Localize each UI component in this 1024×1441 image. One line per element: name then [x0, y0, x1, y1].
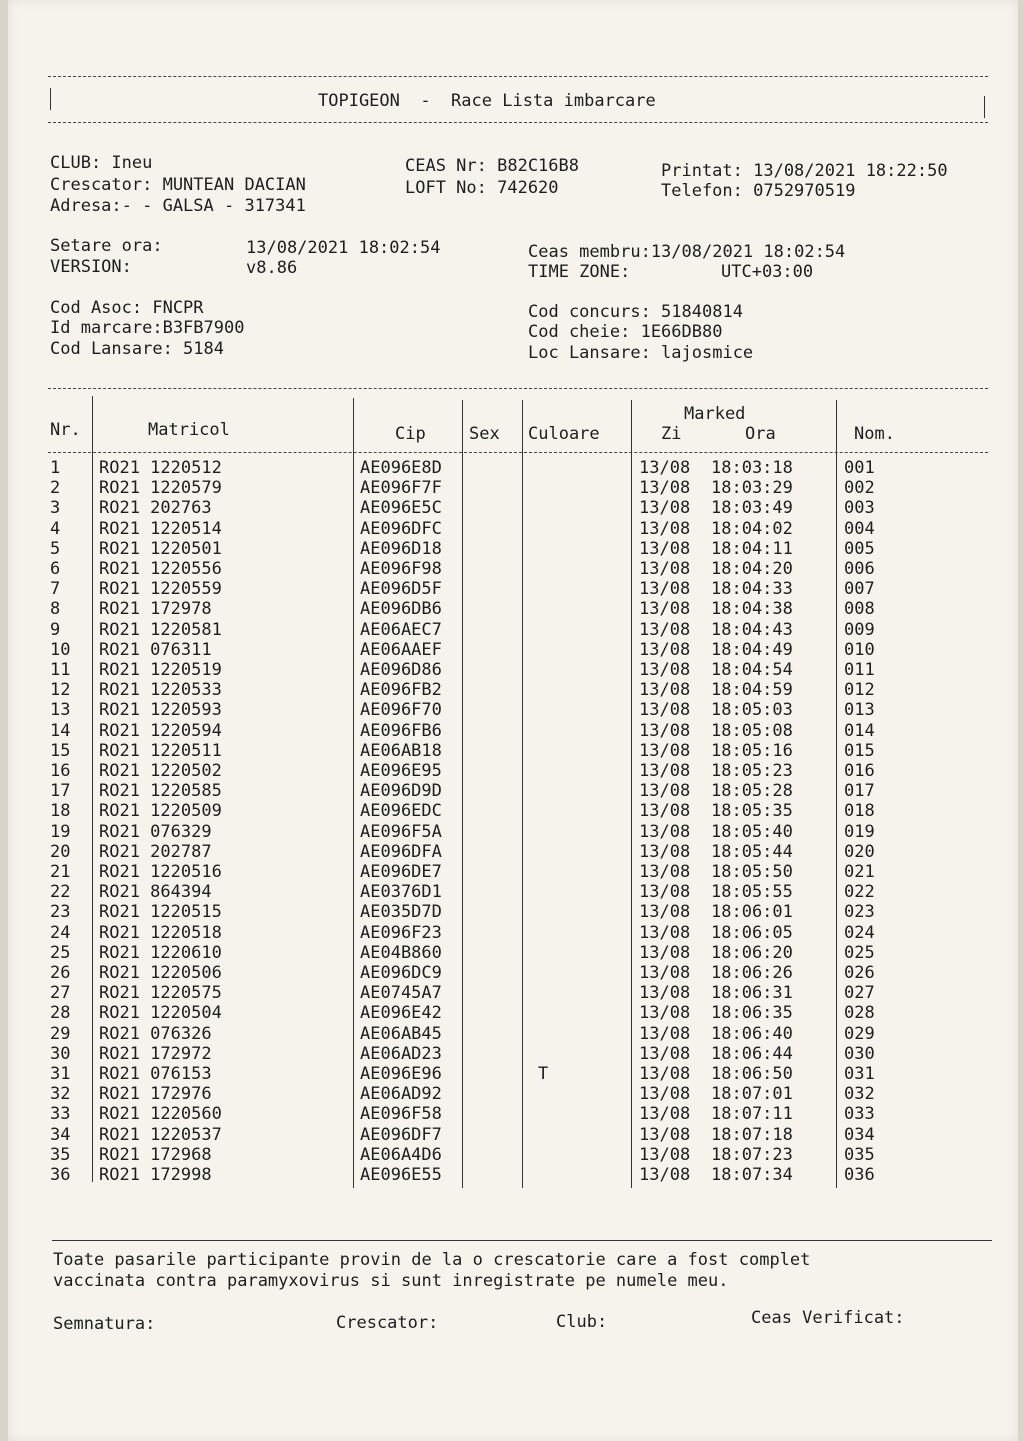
- row-cip: AE096E95: [360, 761, 442, 781]
- row-nr: 18: [50, 801, 71, 822]
- loft-no-line: LOFT No: 742620: [405, 178, 559, 198]
- header-nr: Nr.: [50, 420, 81, 440]
- row-marked-ora: 18:06:31: [711, 983, 793, 1004]
- header-nom: Nom.: [854, 424, 895, 444]
- row-nom: 010: [844, 639, 875, 660]
- row-nr: 11: [50, 660, 71, 680]
- row-nom: 002: [844, 478, 875, 499]
- row-marked-zi: 13/08: [639, 761, 691, 781]
- row-cip: AE04B860: [360, 942, 442, 963]
- row-matricol: RO21 1220556: [99, 559, 222, 579]
- row-nom: 034: [844, 1124, 875, 1145]
- row-nom: 016: [844, 761, 875, 781]
- row-matricol: RO21 172972: [99, 1043, 212, 1064]
- table-row: [8, 1165, 1018, 1185]
- row-marked-zi: 13/08: [639, 841, 691, 862]
- row-nr: 1: [50, 458, 61, 478]
- row-matricol: RO21 076329: [99, 821, 212, 842]
- row-matricol: RO21 1220519: [99, 660, 222, 680]
- row-nr: 21: [50, 862, 71, 882]
- row-nom: 011: [844, 660, 875, 680]
- row-cip: AE06AB45: [360, 1023, 442, 1044]
- row-marked-ora: 18:06:40: [711, 1023, 793, 1044]
- table-row: [8, 761, 1018, 781]
- row-nom: 024: [844, 922, 875, 943]
- row-marked-ora: 18:07:18: [711, 1124, 793, 1145]
- row-matricol: RO21 1220515: [99, 902, 222, 923]
- row-marked-zi: 13/08: [639, 1043, 691, 1064]
- row-marked-zi: 13/08: [639, 801, 691, 822]
- row-nr: 31: [50, 1064, 71, 1084]
- row-nr: 5: [50, 538, 61, 559]
- row-marked-zi: 13/08: [639, 579, 691, 600]
- breeder-signature-label: Crescator:: [336, 1313, 439, 1333]
- row-marked-ora: 18:05:35: [711, 801, 793, 822]
- table-row: [8, 801, 1018, 821]
- document-title: TOPIGEON - Race Lista imbarcare: [318, 91, 656, 111]
- row-matricol: RO21 202763: [99, 498, 212, 519]
- table-header-bottom-rule: [48, 452, 988, 453]
- clock-verified-label: Ceas Verificat:: [751, 1308, 905, 1328]
- table-row: [8, 862, 1018, 882]
- row-matricol: RO21 172978: [99, 599, 212, 620]
- footer-rule: [52, 1240, 992, 1241]
- row-matricol: RO21 1220516: [99, 862, 222, 882]
- row-nom: 019: [844, 821, 875, 842]
- row-nr: 13: [50, 700, 71, 721]
- row-marked-ora: 18:04:11: [711, 538, 793, 559]
- row-marked-ora: 18:06:26: [711, 963, 793, 983]
- table-row: [8, 579, 1018, 599]
- row-matricol: RO21 1220514: [99, 518, 222, 539]
- row-marked-ora: 18:03:29: [711, 478, 793, 499]
- row-nr: 10: [50, 639, 71, 660]
- vaccination-statement-line-2: vaccinata contra paramyxovirus si sunt inregistrate pe numele meu.: [53, 1271, 729, 1291]
- row-marked-zi: 13/08: [639, 478, 691, 499]
- table-row: [8, 741, 1018, 761]
- row-cip: AE096DB6: [360, 599, 442, 620]
- header-zi: Zi: [661, 424, 682, 444]
- table-row: [8, 1084, 1018, 1104]
- row-matricol: RO21 1220560: [99, 1104, 222, 1125]
- row-marked-ora: 18:05:28: [711, 781, 793, 802]
- row-marked-ora: 18:06:35: [711, 1003, 793, 1024]
- row-nr: 14: [50, 720, 71, 741]
- row-cip: AE096E42: [360, 1003, 442, 1024]
- row-nom: 008: [844, 599, 875, 620]
- row-nom: 009: [844, 619, 875, 640]
- table-row: [8, 983, 1018, 1003]
- row-nr: 30: [50, 1043, 71, 1064]
- row-nom: 005: [844, 538, 875, 559]
- row-marked-ora: 18:06:05: [711, 922, 793, 943]
- table-row: [8, 882, 1018, 902]
- row-nom: 035: [844, 1144, 875, 1165]
- row-cip: AE096D86: [360, 660, 442, 680]
- row-nom: 030: [844, 1043, 875, 1064]
- row-matricol: RO21 202787: [99, 841, 212, 862]
- table-row: [8, 559, 1018, 579]
- club-line: CLUB: Ineu: [50, 153, 153, 173]
- row-matricol: RO21 076311: [99, 639, 212, 660]
- row-cip: AE06AD92: [360, 1084, 442, 1105]
- row-nr: 15: [50, 740, 71, 761]
- row-nom: 004: [844, 518, 875, 539]
- row-cip: AE035D7D: [360, 902, 442, 923]
- header-matricol: Matricol: [148, 420, 230, 440]
- row-marked-zi: 13/08: [639, 740, 691, 761]
- row-cip: AE06AD23: [360, 1043, 442, 1064]
- row-nom: 033: [844, 1104, 875, 1125]
- row-nom: 028: [844, 1003, 875, 1024]
- row-marked-ora: 18:04:02: [711, 518, 793, 539]
- title-box-left-border: [50, 88, 51, 110]
- row-nom: 003: [844, 498, 875, 519]
- header-sex: Sex: [469, 424, 500, 444]
- row-nr: 2: [50, 478, 61, 499]
- title-box-right-border: [984, 96, 985, 118]
- row-cip: AE096D5F: [360, 579, 442, 600]
- row-marked-zi: 13/08: [639, 1165, 691, 1185]
- row-cip: AE06AEC7: [360, 619, 442, 640]
- row-cip: AE096E5C: [360, 498, 442, 519]
- row-marked-ora: 18:04:54: [711, 660, 793, 680]
- row-matricol: RO21 1220594: [99, 720, 222, 741]
- table-row: [8, 1104, 1018, 1124]
- row-nr: 35: [50, 1144, 71, 1165]
- row-matricol: RO21 172976: [99, 1084, 212, 1105]
- row-marked-zi: 13/08: [639, 639, 691, 660]
- row-marked-zi: 13/08: [639, 680, 691, 701]
- table-row: [8, 943, 1018, 963]
- row-nom: 021: [844, 862, 875, 882]
- row-nr: 25: [50, 942, 71, 963]
- row-nr: 17: [50, 781, 71, 802]
- table-row: [8, 781, 1018, 801]
- row-marked-ora: 18:04:33: [711, 579, 793, 600]
- row-cip: AE06A4D6: [360, 1144, 442, 1165]
- row-marked-ora: 18:04:43: [711, 619, 793, 640]
- row-nr: 20: [50, 841, 71, 862]
- row-cip: AE096DFC: [360, 518, 442, 539]
- row-marked-zi: 13/08: [639, 781, 691, 802]
- ceas-membru-line: Ceas membru:13/08/2021 18:02:54: [528, 242, 846, 262]
- row-marked-ora: 18:05:08: [711, 720, 793, 741]
- row-marked-zi: 13/08: [639, 882, 691, 903]
- row-nom: 015: [844, 740, 875, 761]
- header-cip: Cip: [395, 424, 426, 444]
- row-marked-zi: 13/08: [639, 660, 691, 680]
- table-row: [8, 620, 1018, 640]
- cod-lansare-line: Cod Lansare: 5184: [50, 339, 224, 359]
- row-matricol: RO21 172998: [99, 1165, 212, 1185]
- row-marked-zi: 13/08: [639, 1064, 691, 1084]
- row-nr: 36: [50, 1165, 71, 1185]
- row-nom: 006: [844, 559, 875, 579]
- row-marked-zi: 13/08: [639, 821, 691, 842]
- row-marked-zi: 13/08: [639, 458, 691, 478]
- table-row: [8, 700, 1018, 720]
- row-nom: 023: [844, 902, 875, 923]
- row-marked-zi: 13/08: [639, 1124, 691, 1145]
- loc-lansare-line: Loc Lansare: lajosmice: [528, 343, 754, 363]
- row-marked-zi: 13/08: [639, 1084, 691, 1105]
- row-matricol: RO21 1220518: [99, 922, 222, 943]
- row-nom: 020: [844, 841, 875, 862]
- cod-asoc-line: Cod Asoc: FNCPR: [50, 298, 204, 318]
- title-box-top-border: [48, 76, 988, 77]
- row-nom: 026: [844, 963, 875, 983]
- row-marked-zi: 13/08: [639, 619, 691, 640]
- table-row: [8, 1145, 1018, 1165]
- row-matricol: RO21 1220506: [99, 963, 222, 983]
- table-row: [8, 1024, 1018, 1044]
- row-matricol: RO21 1220559: [99, 579, 222, 600]
- row-cip: AE096E55: [360, 1165, 442, 1185]
- row-matricol: RO21 1220575: [99, 983, 222, 1004]
- row-matricol: RO21 1220511: [99, 740, 222, 761]
- row-cip: AE06AB18: [360, 740, 442, 761]
- row-nr: 4: [50, 518, 61, 539]
- table-row: [8, 498, 1018, 518]
- row-nom: 018: [844, 801, 875, 822]
- row-cip: AE096F5A: [360, 821, 442, 842]
- cod-concurs-line: Cod concurs: 51840814: [528, 302, 743, 322]
- row-matricol: RO21 076153: [99, 1064, 212, 1084]
- row-marked-zi: 13/08: [639, 498, 691, 519]
- row-cip: AE096E8D: [360, 458, 442, 478]
- row-marked-zi: 13/08: [639, 1023, 691, 1044]
- row-culoare: T: [538, 1064, 549, 1084]
- row-marked-zi: 13/08: [639, 922, 691, 943]
- row-nom: 025: [844, 942, 875, 963]
- row-cip: AE096EDC: [360, 801, 442, 822]
- setare-ora-label: Setare ora:: [50, 236, 163, 256]
- row-matricol: RO21 1220504: [99, 1003, 222, 1024]
- table-row: [8, 519, 1018, 539]
- row-nom: 022: [844, 882, 875, 903]
- row-nom: 007: [844, 579, 875, 600]
- crescator-line: Crescator: MUNTEAN DACIAN: [50, 175, 306, 195]
- row-marked-zi: 13/08: [639, 983, 691, 1004]
- row-matricol: RO21 1220509: [99, 801, 222, 822]
- row-nr: 32: [50, 1084, 71, 1105]
- row-cip: AE06AAEF: [360, 639, 442, 660]
- table-row: [8, 923, 1018, 943]
- row-marked-zi: 13/08: [639, 599, 691, 620]
- row-cip: AE096F23: [360, 922, 442, 943]
- row-marked-ora: 18:05:16: [711, 740, 793, 761]
- row-marked-ora: 18:06:44: [711, 1043, 793, 1064]
- printed-sheet: [8, 0, 1018, 1441]
- row-marked-zi: 13/08: [639, 518, 691, 539]
- row-marked-zi: 13/08: [639, 1144, 691, 1165]
- row-marked-zi: 13/08: [639, 902, 691, 923]
- row-marked-ora: 18:04:59: [711, 680, 793, 701]
- header-marked: Marked: [684, 404, 746, 424]
- row-marked-ora: 18:05:50: [711, 862, 793, 882]
- row-marked-ora: 18:05:03: [711, 700, 793, 721]
- row-cip: AE096DFA: [360, 841, 442, 862]
- row-matricol: RO21 1220537: [99, 1124, 222, 1145]
- version-value: v8.86: [246, 258, 298, 278]
- row-marked-zi: 13/08: [639, 1104, 691, 1125]
- row-nom: 014: [844, 720, 875, 741]
- row-matricol: RO21 076326: [99, 1023, 212, 1044]
- row-marked-zi: 13/08: [639, 720, 691, 741]
- row-nr: 27: [50, 983, 71, 1004]
- row-cip: AE096E96: [360, 1064, 442, 1084]
- table-row: [8, 1064, 1018, 1084]
- row-nr: 19: [50, 821, 71, 842]
- row-cip: AE096DC9: [360, 963, 442, 983]
- row-nom: 027: [844, 983, 875, 1004]
- row-nr: 8: [50, 599, 61, 620]
- cod-cheie-line: Cod cheie: 1E66DB80: [528, 322, 723, 342]
- row-nom: 017: [844, 781, 875, 802]
- row-matricol: RO21 1220585: [99, 781, 222, 802]
- row-nr: 7: [50, 579, 61, 600]
- table-row: [8, 1044, 1018, 1064]
- row-cip: AE096F70: [360, 700, 442, 721]
- row-marked-zi: 13/08: [639, 862, 691, 882]
- row-marked-ora: 18:05:44: [711, 841, 793, 862]
- row-nr: 3: [50, 498, 61, 519]
- row-marked-ora: 18:05:55: [711, 882, 793, 903]
- row-nr: 28: [50, 1003, 71, 1024]
- row-marked-ora: 18:04:38: [711, 599, 793, 620]
- row-cip: AE096F7F: [360, 478, 442, 499]
- table-row: [8, 822, 1018, 842]
- row-matricol: RO21 1220501: [99, 538, 222, 559]
- row-marked-zi: 13/08: [639, 1003, 691, 1024]
- title-box-bottom-border: [48, 122, 988, 123]
- row-marked-ora: 18:05:40: [711, 821, 793, 842]
- row-matricol: RO21 1220512: [99, 458, 222, 478]
- row-nr: 9: [50, 619, 61, 640]
- row-nr: 12: [50, 680, 71, 701]
- table-row: [8, 721, 1018, 741]
- printat-line: Printat: 13/08/2021 18:22:50: [661, 161, 948, 181]
- row-marked-ora: 18:06:20: [711, 942, 793, 963]
- row-nom: 012: [844, 680, 875, 701]
- ceas-nr-line: CEAS Nr: B82C16B8: [405, 156, 579, 176]
- row-matricol: RO21 1220593: [99, 700, 222, 721]
- row-cip: AE0745A7: [360, 983, 442, 1004]
- row-nr: 16: [50, 761, 71, 781]
- row-matricol: RO21 1220610: [99, 942, 222, 963]
- table-row: [8, 680, 1018, 700]
- row-cip: AE096FB2: [360, 680, 442, 701]
- row-marked-zi: 13/08: [639, 963, 691, 983]
- table-row: [8, 478, 1018, 498]
- row-nom: 013: [844, 700, 875, 721]
- row-nom: 036: [844, 1165, 875, 1185]
- row-marked-ora: 18:07:23: [711, 1144, 793, 1165]
- row-nom: 032: [844, 1084, 875, 1105]
- row-nom: 001: [844, 458, 875, 478]
- time-zone-label: TIME ZONE:: [528, 262, 631, 282]
- table-row: [8, 599, 1018, 619]
- row-nr: 6: [50, 559, 61, 579]
- row-nr: 22: [50, 882, 71, 903]
- row-marked-zi: 13/08: [639, 942, 691, 963]
- row-matricol: RO21 1220581: [99, 619, 222, 640]
- row-marked-zi: 13/08: [639, 538, 691, 559]
- row-cip: AE0376D1: [360, 882, 442, 903]
- row-cip: AE096FB6: [360, 720, 442, 741]
- row-matricol: RO21 1220502: [99, 761, 222, 781]
- header-culoare: Culoare: [528, 424, 600, 444]
- row-marked-zi: 13/08: [639, 559, 691, 579]
- row-marked-zi: 13/08: [639, 700, 691, 721]
- table-row: [8, 660, 1018, 680]
- table-row: [8, 458, 1018, 478]
- row-cip: AE096F98: [360, 559, 442, 579]
- header-ora: Ora: [745, 424, 776, 444]
- adresa-line: Adresa:- - GALSA - 317341: [50, 196, 306, 216]
- row-cip: AE096D9D: [360, 781, 442, 802]
- id-marcare-line: Id marcare:B3FB7900: [50, 318, 245, 338]
- row-matricol: RO21 1220579: [99, 478, 222, 499]
- row-cip: AE096DE7: [360, 862, 442, 882]
- row-nr: 34: [50, 1124, 71, 1145]
- table-row: [8, 842, 1018, 862]
- telefon-line: Telefon: 0752970519: [661, 181, 856, 201]
- row-nr: 29: [50, 1023, 71, 1044]
- row-marked-ora: 18:04:49: [711, 639, 793, 660]
- table-row: [8, 640, 1018, 660]
- row-cip: AE096DF7: [360, 1124, 442, 1145]
- row-nr: 26: [50, 963, 71, 983]
- row-marked-ora: 18:06:50: [711, 1064, 793, 1084]
- row-nr: 23: [50, 902, 71, 923]
- row-matricol: RO21 1220533: [99, 680, 222, 701]
- table-row: [8, 1003, 1018, 1023]
- table-header-top-rule: [48, 388, 988, 389]
- table-row: [8, 1125, 1018, 1145]
- row-matricol: RO21 864394: [99, 882, 212, 903]
- row-marked-ora: 18:07:11: [711, 1104, 793, 1125]
- row-marked-ora: 18:03:18: [711, 458, 793, 478]
- row-nr: 33: [50, 1104, 71, 1125]
- setare-ora-value: 13/08/2021 18:02:54: [246, 238, 441, 258]
- vaccination-statement-line-1: Toate pasarile participante provin de la o crescatorie care a fost complet: [53, 1250, 811, 1270]
- row-marked-ora: 18:06:01: [711, 902, 793, 923]
- row-cip: AE096F58: [360, 1104, 442, 1125]
- table-row: [8, 902, 1018, 922]
- version-label: VERSION:: [50, 257, 132, 277]
- row-marked-ora: 18:07:34: [711, 1165, 793, 1185]
- row-marked-ora: 18:07:01: [711, 1084, 793, 1105]
- table-row: [8, 539, 1018, 559]
- club-signature-label: Club:: [556, 1312, 608, 1332]
- row-cip: AE096D18: [360, 538, 442, 559]
- row-nr: 24: [50, 922, 71, 943]
- row-nom: 031: [844, 1064, 875, 1084]
- row-marked-ora: 18:03:49: [711, 498, 793, 519]
- row-marked-ora: 18:04:20: [711, 559, 793, 579]
- time-zone-value: UTC+03:00: [721, 262, 814, 282]
- table-row: [8, 963, 1018, 983]
- row-marked-ora: 18:05:23: [711, 761, 793, 781]
- signature-label: Semnatura:: [53, 1314, 156, 1334]
- row-nom: 029: [844, 1023, 875, 1044]
- row-matricol: RO21 172968: [99, 1144, 212, 1165]
